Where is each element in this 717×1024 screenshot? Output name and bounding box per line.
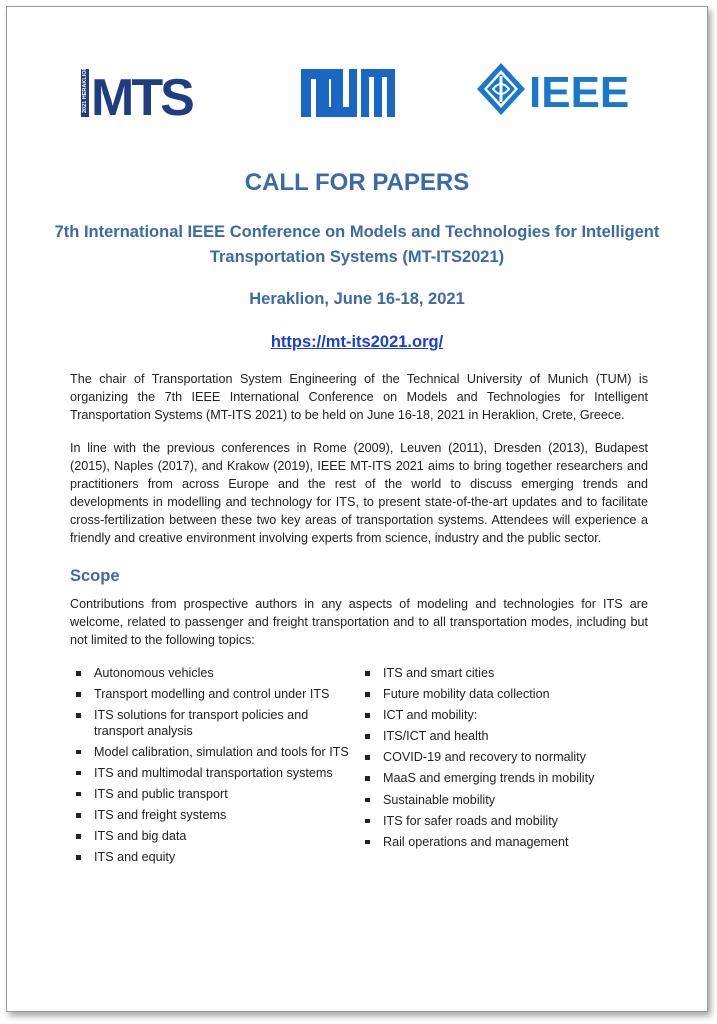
list-item: COVID-19 and recovery to normality xyxy=(361,750,651,766)
list-item: ITS and big data xyxy=(72,829,352,845)
list-item: MaaS and emerging trends in mobility xyxy=(361,771,651,787)
intro-paragraph: The chair of Transportation System Engineering of the Technical University of Munich (TUM) is organizing the 7th IEEE International Conference on Models and Technologies for Intelligent Transportation Systems (MT-ITS 2021) to be held on June 16-18, 2021 in Heraklion, Crete, Greece. xyxy=(70,372,648,422)
conference-title: 7th International IEEE Conference on Models and Technologies for Intelligent Transportation Systems (MT-ITS2021) xyxy=(54,223,660,266)
topics-list-left xyxy=(72,666,352,871)
mts-logo xyxy=(81,67,203,119)
list-item: ITS and equity xyxy=(72,850,352,866)
background-paragraph: In line with the previous conferences in Rome (2009), Leuven (2011), Dresden (2013), Budapest (2015), Naples (2017), and Krakow (2019), IEEE MT-ITS 2021 aims to bring together researchers and practitioners from across Europe and the rest of the world to discuss emerging trends and developments in modelling and technology for ITS, to present state-of-the-art updates and to facilitate cross-fertilization between these two key areas of transportation systems. Attendees will experience a friendly and creative environment involving experts from science, industry and the public sector. xyxy=(70,441,648,545)
list-item: ITS for safer roads and mobility xyxy=(361,814,651,830)
conference-website-link[interactable]: https://mt-its2021.org/ xyxy=(270,333,444,351)
list-item: Rail operations and management xyxy=(361,835,651,851)
scope-heading: Scope xyxy=(70,567,120,585)
topics-list-right xyxy=(361,666,651,856)
logo-row xyxy=(7,59,707,129)
list-item: ITS solutions for transport policies and transport analysis xyxy=(72,708,352,739)
list-item: ICT and mobility: xyxy=(361,708,651,724)
list-item: Future mobility data collection xyxy=(361,687,651,703)
list-item: ITS/ICT and health xyxy=(361,729,651,745)
ieee-logo xyxy=(473,59,648,121)
conference-location-date: Heraklion, June 16-18, 2021 xyxy=(249,290,465,308)
mts-side-text: 2021 HERAKLION xyxy=(82,67,88,113)
document-page xyxy=(6,6,708,1012)
list-item: Model calibration, simulation and tools for ITS xyxy=(72,745,352,761)
tum-logo xyxy=(301,67,397,119)
ieee-wordmark: IEEE xyxy=(529,68,630,117)
list-item: Transport modelling and control under ITS xyxy=(72,687,352,703)
list-item: ITS and public transport xyxy=(72,787,352,803)
list-item: ITS and smart cities xyxy=(361,666,651,682)
list-item: ITS and freight systems xyxy=(72,808,352,824)
list-item: ITS and multimodal transportation systems xyxy=(72,766,352,782)
tum-wordmark: TUM xyxy=(301,67,304,68)
ieee-kite-icon xyxy=(477,63,525,115)
scope-intro: Contributions from prospective authors in any aspects of modeling and technologies for ITS are welcome, related to passenger and freight transportation and to all transportation modes, including but not limited to the following topics: xyxy=(70,597,648,647)
list-item: Sustainable mobility xyxy=(361,793,651,809)
page-title: CALL FOR PAPERS xyxy=(244,169,470,196)
mts-wordmark: MTS xyxy=(91,69,192,119)
list-item: Autonomous vehicles xyxy=(72,666,352,682)
